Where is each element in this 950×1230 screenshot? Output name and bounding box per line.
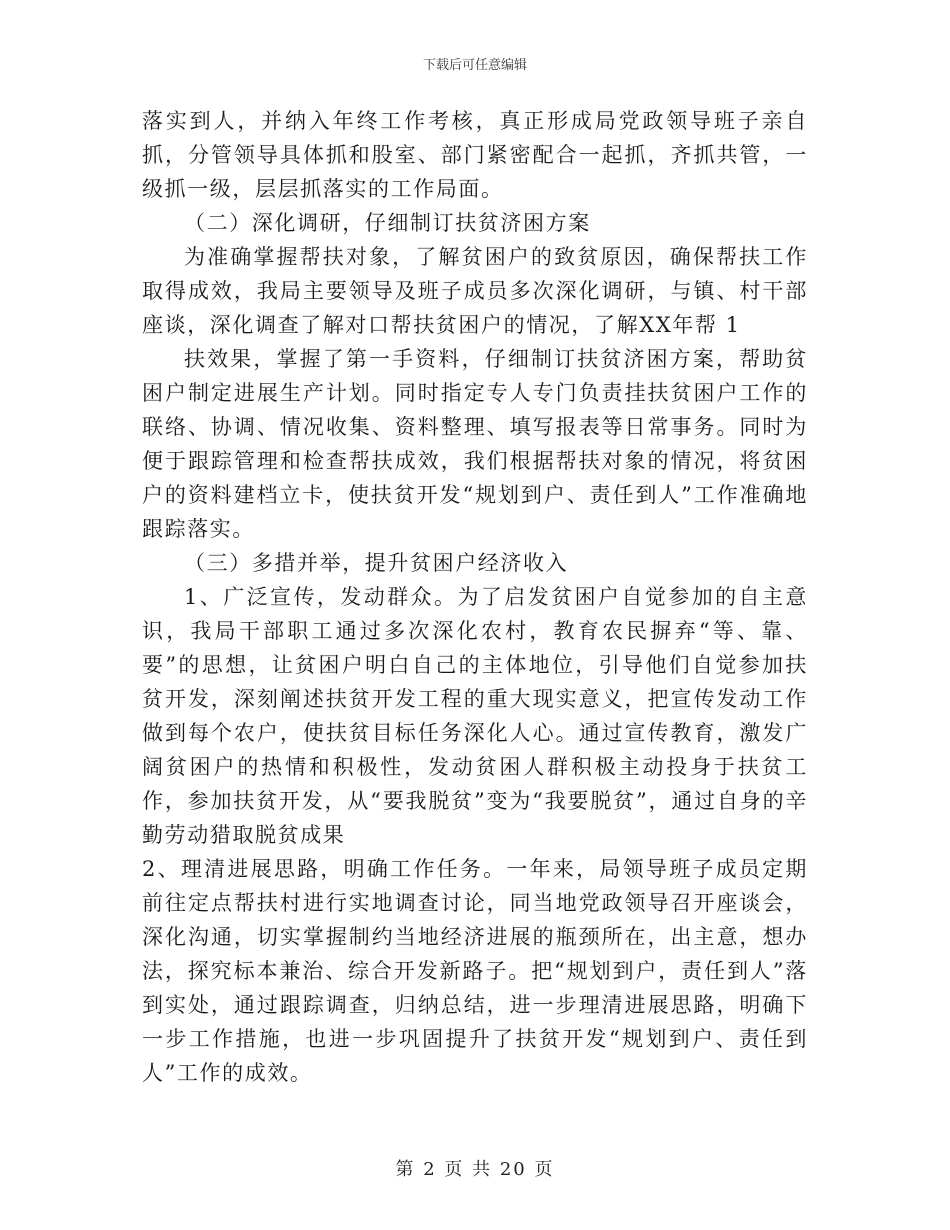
page-number-footer: 第 2 页 共 20 页: [395, 1159, 555, 1180]
section-heading-2: （二）深化调研，仔细制订扶贫济困方案: [184, 211, 591, 235]
section-heading-3: （三）多措并举，提升贫困户经济收入: [184, 551, 569, 575]
paragraph-6: 1、广泛宣传，发动群众。为了启发贫困户自觉参加的自主意识，我局干部职工通过多次深化农村，教育农民摒弃“等、靠、要”的思想，让贫困户明白自己的主体地位，引导他们自觉参加扶贫开发，深刻阐述扶贫开发工程的重大现实意义，把宣传发动工作做到每个农户，使扶贫目标任务深化人心。通过宣传教育，激发广阔贫困户的热情和积极性，发动贫困人群积极主动投身于扶贫工作，参加扶贫开发，从“要我脱贫”变为“我要脱贫”，通过自身的辛勤劳动猎取脱贫成果: [142, 585, 808, 847]
paragraph-3: 为准确掌握帮扶对象，了解贫困户的致贫原因，确保帮扶工作取得成效，我局主要领导及班子成员多次深化调研，与镇、村干部座谈，深化调查了解对口帮扶贫困户的情况，了解XX年帮 1: [142, 245, 808, 337]
paragraph-4: 扶效果，掌握了第一手资料，仔细制订扶贫济困方案，帮助贫困户制定进展生产计划。同时指定专人专门负责挂扶贫困户工作的联络、协调、情况收集、资料整理、填写报表等日常事务。同时为便于跟踪管理和检查帮扶成效，我们根据帮扶对象的情况，将贫困户的资料建档立卡，使扶贫开发“规划到户、责任到人”工作准确地跟踪落实。: [142, 347, 808, 541]
paragraph-1: 落实到人，并纳入年终工作考核，真正形成局党政领导班子亲自抓，分管领导具体抓和股室、部门紧密配合一起抓，齐抓共管，一级抓一级，层层抓落实的工作局面。: [142, 109, 808, 201]
paragraph-7: 2、理清进展思路，明确工作任务。一年来，局领导班子成员定期前往定点帮扶村进行实地调查讨论，同当地党政领导召开座谈会，深化沟通，切实掌握制约当地经济进展的瓶颈所在，出主意，想办法，探究标本兼治、综合开发新路子。把“规划到户，责任到人”落到实处，通过跟踪调查，归纳总结，进一步理清进展思路，明确下一步工作措施，也进一步巩固提升了扶贫开发“规划到户、责任到人”工作的成效。: [142, 857, 808, 1085]
document-body: [142, 104, 808, 1090]
page-header-note: 下载后可任意编辑: [422, 58, 527, 73]
